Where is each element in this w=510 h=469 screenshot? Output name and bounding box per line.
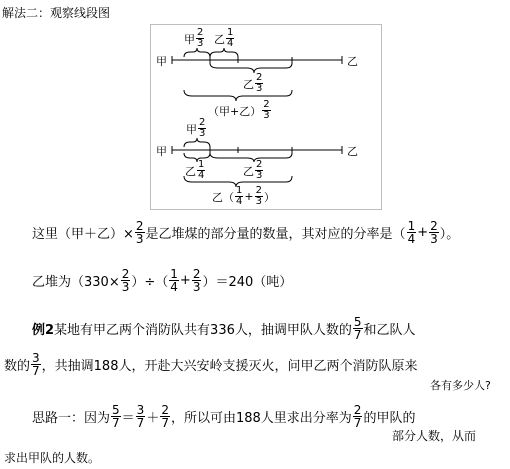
top-label-yi: 乙 $\frac{1}{4}$ <box>214 27 234 49</box>
bottom-right-end-label: 乙 <box>347 145 358 158</box>
bottom-label-yi-quarter: 乙 $\frac{1}{4}$ <box>185 159 205 181</box>
fraction: $\frac{1}{4}$ <box>236 185 243 207</box>
paragraph-explanation: 这里（甲＋乙）× $\frac{2}{3}$ 是乙堆煤的部分量的数量，其对应的分率是（ $\frac{1}{4}$ + $\frac{2}{3}$ ）。 <box>32 219 460 246</box>
bottom-segment-line <box>172 146 342 154</box>
fraction: $\frac{2}{3}$ <box>263 99 270 121</box>
fraction: $\frac{2}{3}$ <box>255 185 262 207</box>
fraction: $\frac{5}{7}$ <box>353 315 362 342</box>
example-2-tail: 各有多少人? <box>430 379 491 392</box>
fraction: $\frac{1}{4}$ <box>407 219 416 246</box>
fraction: $\frac{1}{4}$ <box>198 159 205 181</box>
bottom-label-sum: 乙（ $\frac{1}{4}$ + $\frac{2}{3}$ ） <box>212 185 275 207</box>
top-right-end-label: 乙 <box>347 55 358 68</box>
solution-tail: 部分人数，从而 <box>392 429 477 443</box>
bottom-left-end-label: 甲 <box>156 145 167 158</box>
bottom-label-jia: 甲 $\frac{2}{3}$ <box>186 117 206 139</box>
fraction: $\frac{2}{3}$ <box>192 267 201 294</box>
top-label-yi-two-thirds: 乙 $\frac{2}{3}$ <box>243 72 263 94</box>
fraction: $\frac{2}{3}$ <box>135 219 144 246</box>
bottom-label-yi-two-thirds: 乙 $\frac{2}{3}$ <box>243 159 263 181</box>
fraction: $\frac{2}{3}$ <box>430 219 438 246</box>
top-left-end-label: 甲 <box>156 55 167 68</box>
bottom-brace-jia <box>184 138 210 147</box>
fraction: $\frac{3}{7}$ <box>32 351 40 378</box>
top-brace-yi <box>210 48 238 57</box>
fraction: $\frac{1}{4}$ <box>227 27 234 49</box>
fraction: $\frac{2}{3}$ <box>256 159 263 181</box>
fraction: $\frac{2}{7}$ <box>161 403 169 430</box>
fraction: $\frac{2}{3}$ <box>121 267 130 294</box>
fraction: $\frac{5}{7}$ <box>112 403 120 430</box>
top-label-combo: （甲+乙） $\frac{2}{3}$ <box>208 99 270 121</box>
fraction: $\frac{2}{3}$ <box>256 72 263 94</box>
top-label-jia: 甲 $\frac{2}{3}$ <box>184 27 204 49</box>
example-label: 例2 <box>32 323 55 338</box>
top-segment-line <box>172 56 342 64</box>
top-brace-yi-two-thirds <box>210 63 292 73</box>
paragraph-calculation: 乙堆为（330× $\frac{2}{3}$ ）÷（ $\frac{1}{4}$ + $\frac{2}{3}$ ）＝240（吨） <box>32 267 293 294</box>
section-title: 解法二：观察线段图 <box>2 6 111 20</box>
fraction: $\frac{2}{3}$ <box>197 27 204 49</box>
example-2-line-1: 例2 某地有甲乙两个消防队共有336人，抽调甲队人数的 $\frac{5}{7}$ 和乙队人 <box>32 315 416 342</box>
example-2-line-2: 数的 $\frac{3}{7}$ ，共抽调188人，开赴大兴安岭支援灭火，问甲乙两个消防队原来 <box>4 351 418 378</box>
fraction: $\frac{1}{4}$ <box>170 267 178 294</box>
solution-line-2: 求出甲队的人数。 <box>4 451 101 465</box>
solution-line-1: 思路一：因为 $\frac{5}{7}$ ＝ $\frac{3}{7}$ ＋ $\frac{2}{7}$ ，所以可由188人里求出分率为 $\frac{2}{7}$ 的甲队的 <box>32 403 416 430</box>
fraction: $\frac{2}{7}$ <box>353 403 362 430</box>
fraction: $\frac{2}{3}$ <box>199 117 206 139</box>
top-brace-jia <box>184 48 210 57</box>
fraction: $\frac{3}{7}$ <box>136 403 145 430</box>
